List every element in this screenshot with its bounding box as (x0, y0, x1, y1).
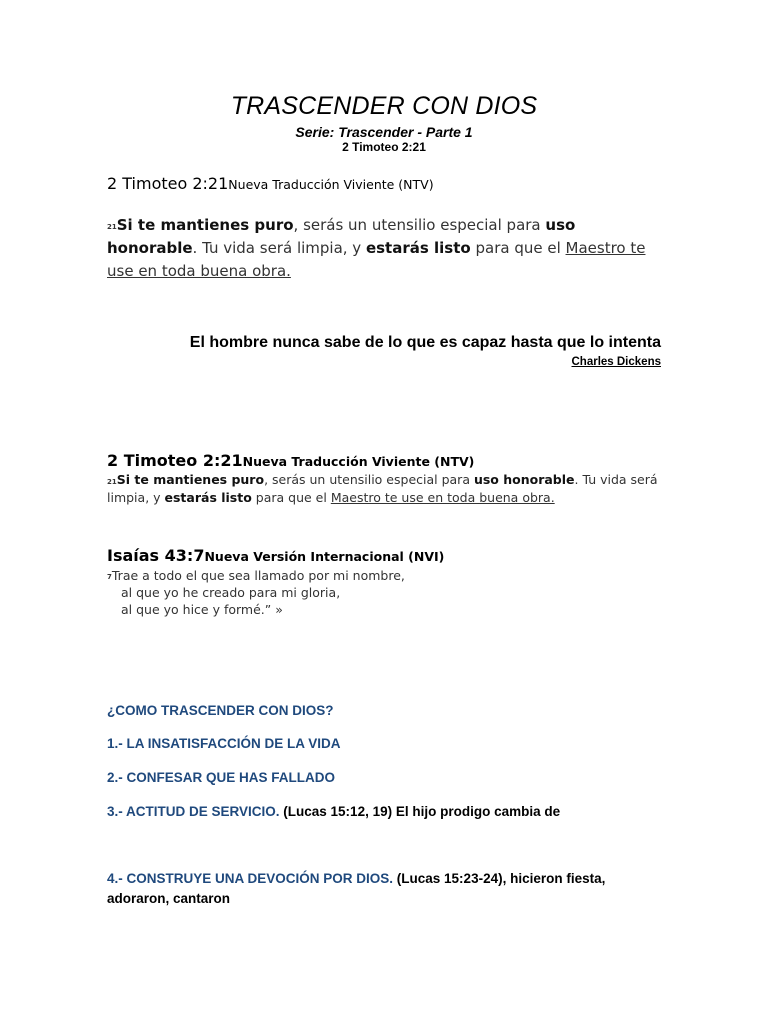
quote-text: El hombre nunca sabe de lo que es capaz hasta que lo intenta (189, 334, 661, 351)
verse-text: para que el (251, 490, 331, 505)
passage-version: Nueva Traducción Viviente (NTV) (242, 454, 475, 469)
quote-author: Charles Dickens (571, 356, 661, 368)
verse-bold-text: estarás listo (164, 490, 252, 505)
passage-reference (107, 546, 444, 565)
passage-version: Nueva Traducción Viviente (NTV) (228, 177, 434, 192)
verse-text: Trae a todo el que sea llamado por mi nombre, (111, 568, 405, 583)
verse-text: , serás un utensilio especial para (264, 472, 474, 487)
passage-reference (107, 451, 474, 470)
outline-point (107, 869, 667, 909)
outline-point (107, 734, 667, 754)
passage-reference (107, 174, 434, 193)
passage-text (107, 214, 667, 283)
passage-text (107, 567, 667, 618)
verse-text: . Tu vida será limpia, y (192, 239, 366, 257)
verse-text: , serás un utensilio especial para (293, 216, 546, 234)
verse-number: 21 (107, 223, 117, 231)
verse-text: para que el (470, 239, 566, 257)
series-subtitle: Serie: Trascender - Parte 1 (295, 124, 473, 140)
verse-underlined-text: Maestro te use en toda buena obra. (107, 239, 646, 280)
outline-point (107, 768, 667, 788)
passage-ref: 2 Timoteo 2:21 (107, 451, 243, 470)
verse-line: al que yo hice y formé.” » (121, 602, 283, 617)
verse-line: al que yo he creado para mi gloria, (121, 585, 341, 600)
point-label: 4.- CONSTRUYE UNA DEVOCIÓN POR DIOS. (107, 871, 394, 886)
verse-bold-text: Si te mantienes puro (116, 472, 265, 487)
verse-underlined-text: Maestro te use en toda buena obra. (330, 490, 555, 505)
verse-bold-text: estarás listo (365, 239, 471, 257)
verse-bold-text: uso honorable (473, 472, 575, 487)
passage-ref: Isaías 43:7 (107, 546, 205, 565)
passage-text (107, 471, 667, 507)
verse-bold-text: uso honorable (107, 216, 576, 257)
passage-version: Nueva Versión Internacional (NVI) (204, 549, 445, 564)
verse-bold-text: Si te mantienes puro (116, 216, 294, 234)
main-reference: 2 Timoteo 2:21 (342, 140, 426, 154)
point-note: (Lucas 15:12, 19) El hijo prodigo cambia de (279, 804, 561, 819)
page-title: TRASCENDER CON DIOS (230, 92, 538, 120)
point-label: 3.- ACTITUD DE SERVICIO. (107, 804, 280, 819)
point-label: 1.- LA INSATISFACCIÓN DE LA VIDA (107, 736, 341, 751)
point-note: (Lucas 15:23-24), hicieron fiesta, adoraron, cantaron (107, 871, 606, 906)
outline-point (107, 802, 667, 822)
verse-text: . Tu vida será limpia, y (107, 472, 658, 505)
passage-ref: 2 Timoteo 2:21 (107, 174, 229, 193)
verse-number: 21 (107, 478, 117, 486)
point-label: 2.- CONFESAR QUE HAS FALLADO (107, 770, 336, 785)
outline-heading: ¿COMO TRASCENDER CON DIOS? (107, 703, 334, 718)
verse-number: 7 (107, 573, 112, 581)
verse-line (107, 567, 667, 584)
